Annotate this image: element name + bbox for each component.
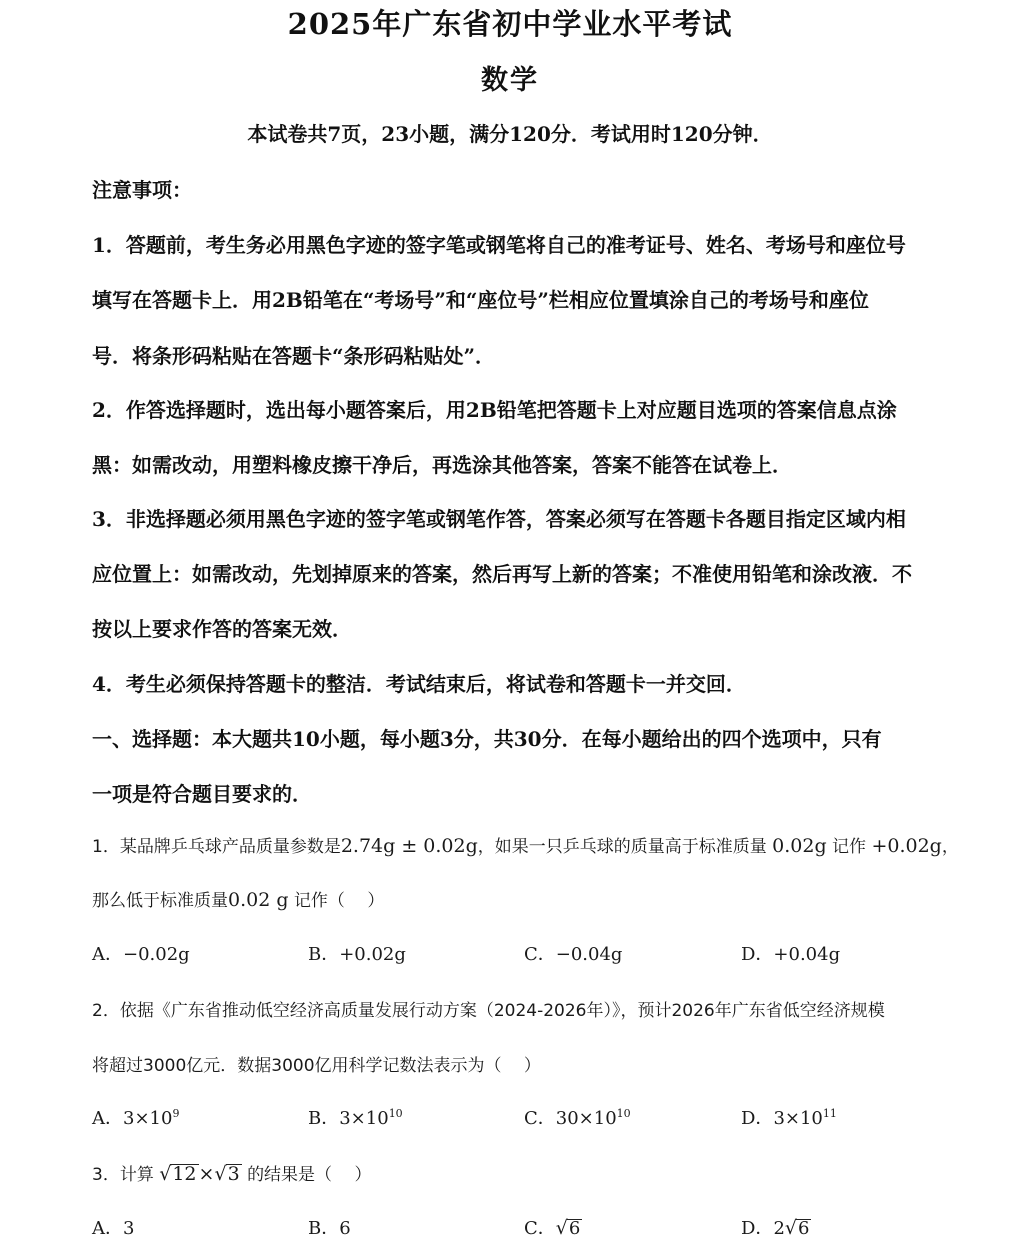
subject-title: 数学 xyxy=(481,65,539,96)
notice-line: 黑：如需改动，用塑料橡皮擦干净后，再选涂其他答案，答案不能答在试卷上． xyxy=(92,453,792,477)
math-expression: 0.02g xyxy=(772,835,827,857)
sqrt-icon: √ xyxy=(784,1217,797,1239)
notice-line: 号．将条形码粘贴在答题卡“条形码粘贴处”． xyxy=(92,344,496,368)
math-expression: √12 ×√3 xyxy=(159,1163,240,1185)
question-2-line-2: 将超过3000亿元．数据3000亿用科学记数法表示为（ ） xyxy=(92,1056,541,1076)
notice-line: 填写在答题卡上．用2B铅笔在“考场号”和“座位号”栏相应位置填涂自己的考场号和座位 xyxy=(92,288,869,312)
question-text: 1．某品牌乒乓球产品质量参数是 xyxy=(92,837,341,857)
notice-line: 应位置上：如需改动，先划掉原来的答案，然后再写上新的答案；不准使用铅笔和涂改液．不 xyxy=(92,562,912,586)
sqrt-icon: √ xyxy=(159,1163,172,1185)
option-d: D．+0.04g xyxy=(741,944,841,965)
sqrt-icon: √ xyxy=(555,1217,568,1239)
notice-line: 1．答题前，考生务必用黑色字迹的签字笔或钢笔将自己的准考证号、姓名、考场号和座位号 xyxy=(92,233,906,257)
notice-line: 3．非选择题必须用黑色字迹的签字笔或钢笔作答，答案必须写在答题卡各题目指定区域内相 xyxy=(92,507,906,531)
notice-line: 4．考生必须保持答题卡的整洁．考试结束后，将试卷和答题卡一并交回． xyxy=(92,672,746,696)
exam-title: 2025年广东省初中学业水平考试 xyxy=(287,7,733,41)
option-a: A．3 xyxy=(92,1218,135,1239)
question-text: 的结果是（ ） xyxy=(247,1165,372,1185)
section-heading: 一项是符合题目要求的． xyxy=(92,782,312,806)
question-2-line-1: 2．依据《广东省推动低空经济高质量发展行动方案（2024-2026年）》，预计2026年广东省低空经济规模 xyxy=(92,1001,885,1021)
question-3-line-1 xyxy=(92,1160,371,1185)
math-expression: 0.02 g xyxy=(228,889,289,911)
option-d: D．$3\times 10^{11}$ xyxy=(741,1107,837,1129)
option-a: A．−0.02g xyxy=(92,944,190,965)
notice-heading: 注意事项： xyxy=(92,178,192,202)
question-text: ， xyxy=(941,837,959,857)
question-1-line-1 xyxy=(92,832,959,857)
question-1-line-2 xyxy=(92,886,384,911)
option-a: A．$3\times 10^9$ xyxy=(92,1107,180,1129)
question-text: 那么低于标准质量 xyxy=(92,891,228,911)
question-text: 记作（ ） xyxy=(293,891,385,911)
exam-info: 本试卷共7页，23小题，满分120分．考试用时120分钟． xyxy=(247,122,773,146)
question-text: ，如果一只乒乓球的质量高于标准质量 xyxy=(477,837,767,857)
option-c: C．√6 xyxy=(524,1217,581,1239)
option-b: B．$3\times 10^{10}$ xyxy=(308,1107,403,1129)
option-b: B．+0.02g xyxy=(308,944,406,965)
section-heading: 一、选择题：本大题共10小题，每小题3分，共30分．在每小题给出的四个选项中，只有 xyxy=(92,727,882,751)
notice-line: 2．作答选择题时，选出每小题答案后，用2B铅笔把答题卡上对应题目选项的答案信息点涂 xyxy=(92,398,897,422)
option-c: C．−0.04g xyxy=(524,944,623,965)
option-c: C．$30\times 10^{10}$ xyxy=(524,1107,631,1129)
question-text: 记作 xyxy=(832,837,867,857)
option-b: B．6 xyxy=(308,1218,351,1239)
sqrt-icon: √ xyxy=(214,1163,227,1185)
math-expression: 2.74g ± 0.02g xyxy=(340,835,478,857)
notice-line: 按以上要求作答的答案无效． xyxy=(92,617,352,641)
option-d: D．2√6 xyxy=(741,1217,810,1239)
math-expression: +0.02g xyxy=(871,835,942,857)
question-text: 3．计算 xyxy=(92,1165,154,1185)
